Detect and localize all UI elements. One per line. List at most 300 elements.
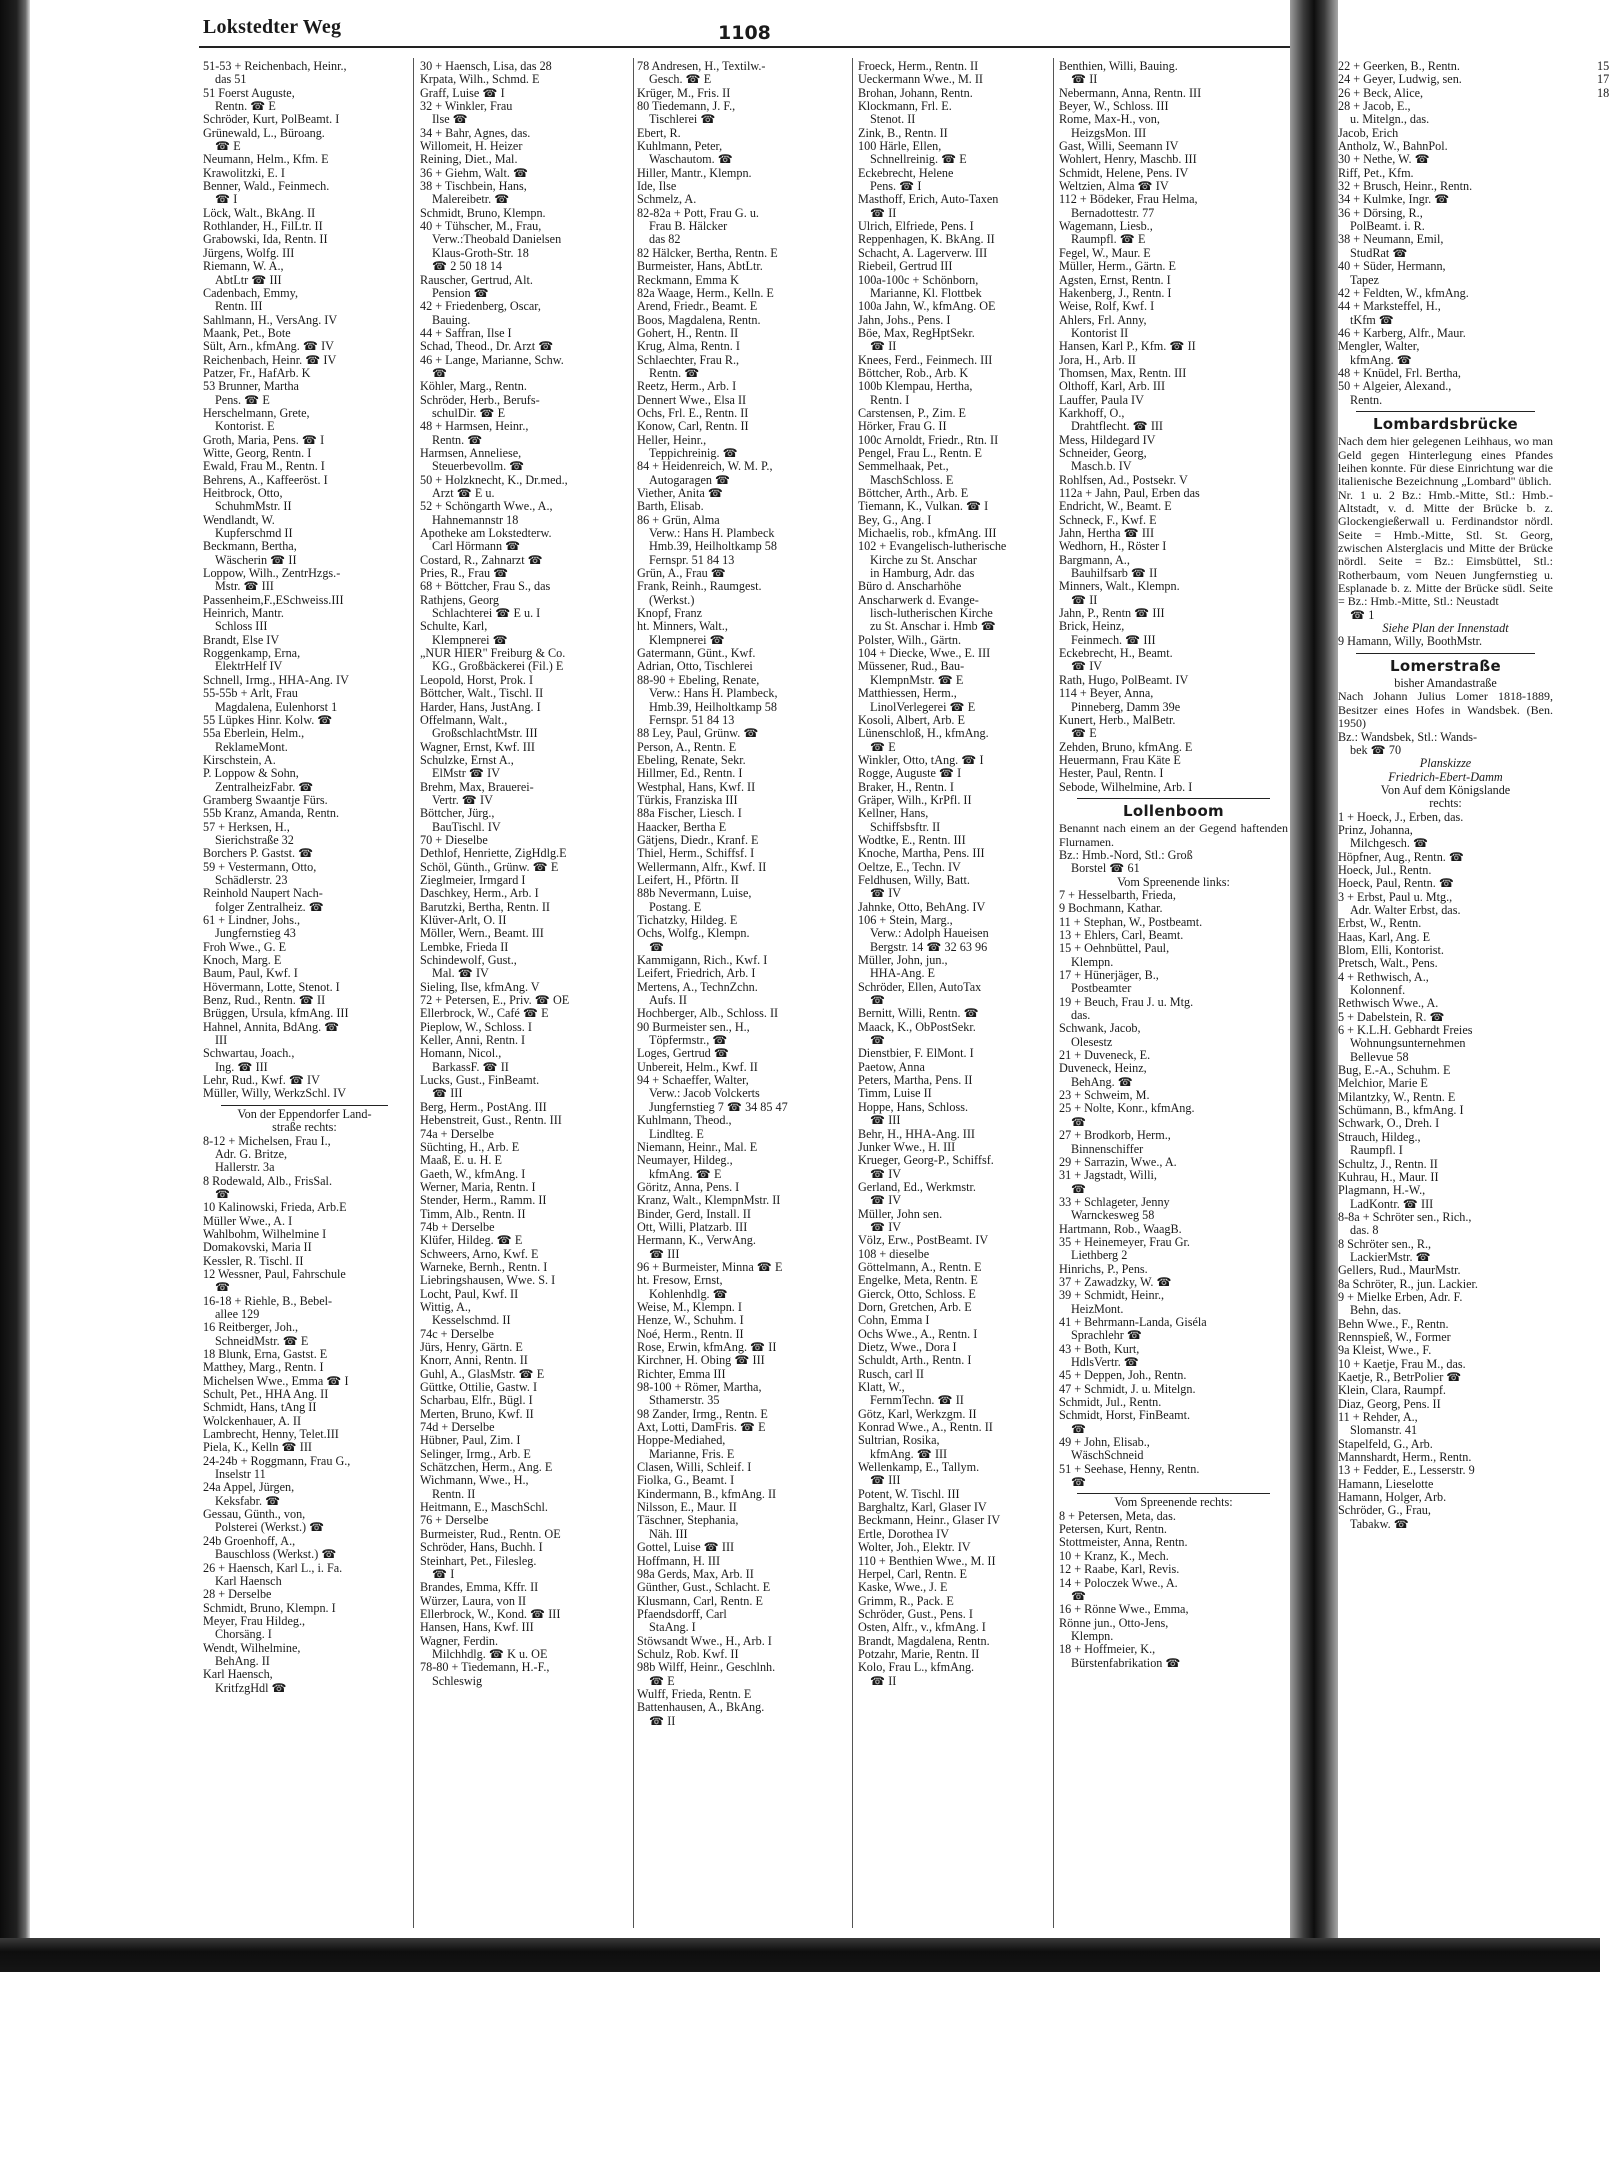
directory-entry: Harder, Hans, JustAng. I xyxy=(420,699,541,714)
directory-entry-continuation: Bernadottestr. 77 xyxy=(1071,205,1155,220)
directory-entry: Ochs, Wolfg., Klempn. xyxy=(637,926,750,941)
directory-entry-continuation: HdlsVertr. ☎ xyxy=(1071,1355,1139,1369)
directory-entry: Sült, Arn., kfmAng. ☎ IV xyxy=(203,339,334,354)
directory-entry: 24a Appel, Jürgen, xyxy=(203,1480,295,1495)
directory-entry: 86 + Grün, Alma xyxy=(637,512,720,527)
directory-entry: Carstensen, P., Zim. E xyxy=(858,405,966,420)
directory-entry: Petersen, Kurt, Rentn. xyxy=(1059,1522,1167,1537)
directory-entry: Schmidt, Hans, tAng II xyxy=(203,1400,317,1415)
directory-entry-continuation: Klempnerei ☎ xyxy=(649,632,725,647)
directory-entry: Knees, Ferd., Feinmech. III xyxy=(858,352,993,367)
directory-entry: Schad, Theod., Dr. Arzt ☎ xyxy=(420,339,554,354)
directory-entry-continuation: Tabakw. ☎ xyxy=(1350,1516,1409,1531)
directory-entry-continuation: Pension ☎ xyxy=(432,285,489,300)
directory-entry: Böttcher, Arth., Arb. E xyxy=(858,486,969,500)
directory-entry: Schulte, Karl, xyxy=(420,619,488,634)
directory-entry: Haacker, Bertha E xyxy=(637,819,727,834)
directory-entry: Jahn, P., Rentn ☎ III xyxy=(1059,606,1165,621)
directory-entry: Ueckermann Wwe., M. II xyxy=(858,72,983,87)
directory-entry: 8-12 + Michelsen, Frau I., xyxy=(203,1133,331,1148)
directory-entry: Knorr, Anni, Rentn. II xyxy=(420,1353,528,1368)
directory-entry-continuation: Adr. Walter Erbst, das. xyxy=(1350,902,1461,917)
directory-entry-continuation: Borstel ☎ 61 xyxy=(1071,861,1140,876)
street-description: Nr. 1 u. 2 Bz.: Hmb.-Mitte, Stl.: Hmb.-Altstadt, v. d. Mitte der Brücke b. z. Glockengießerwall u. Ferdinandstor nördl. Seite = Hmb.-Mitte, Stl. St. Georg, zwischen Alsterglacis und Mitte der Brücke nördl. Seite = Bz.: Eimsbüttel, Stl.: Rotherbaum, vom Neuen Jungfernstieg u. Esplanade b. z. Mitte der Brücke südl. Seite = Bz.: Hmb.-Mitte, Stl.: Neustadt xyxy=(1338,487,1553,609)
directory-entry: 25 + Nolte, Konr., kfmAng. xyxy=(1059,1101,1195,1116)
directory-entry: Witte, Georg, Rentn. I xyxy=(203,445,312,460)
directory-entry-continuation: Bauschloss (Werkst.) ☎ xyxy=(215,1547,337,1562)
directory-entry-continuation: ☎ E xyxy=(649,1673,675,1688)
directory-entry: Richter, Emma III xyxy=(637,1366,726,1381)
directory-entry: Kosoli, Albert, Arb. E xyxy=(858,712,965,727)
directory-entry: Eckebrecht, H., Beamt. xyxy=(1059,646,1173,661)
directory-entry: Hartmann, Rob., WaagB. xyxy=(1059,1221,1182,1236)
directory-entry: Hansen, Karl P., Kfm. ☎ II xyxy=(1059,339,1196,354)
directory-entry: 100c Arnoldt, Friedr., Rtn. II xyxy=(858,432,999,447)
directory-entry-continuation: kfmAng. ☎ III xyxy=(870,1446,948,1461)
directory-entry: 100 Härle, Ellen, xyxy=(858,139,942,154)
directory-entry-continuation: Tapez xyxy=(1350,272,1379,287)
header-rule xyxy=(199,46,1290,48)
directory-entry: Merten, Bruno, Kwf. II xyxy=(420,1406,534,1421)
street-heading: Lomerstraße xyxy=(1390,656,1501,675)
directory-entry-continuation: (Werkst.) xyxy=(649,592,695,607)
directory-entry-continuation: ElektrHelf IV xyxy=(215,659,283,674)
directory-entry: Neumann, Helm., Kfm. E xyxy=(203,152,329,167)
street-description: Benannt nach einem an der Gegend haftenden Flurnamen. xyxy=(1059,821,1288,849)
directory-entry-continuation: Aufs. II xyxy=(649,993,687,1008)
directory-entry: Schneck, F., Kwf. E xyxy=(1059,512,1157,527)
column-divider xyxy=(633,58,634,1928)
directory-entry: 31 + Jagstadt, Willi, xyxy=(1059,1168,1157,1183)
directory-entry: Götz, Karl, Werkzgm. II xyxy=(858,1406,977,1421)
directory-entry: Brohan, Johann, Rentn. xyxy=(858,85,973,100)
directory-entry-continuation: Feinmech. ☎ III xyxy=(1071,632,1156,647)
directory-entry: 28 + Derselbe xyxy=(203,1587,272,1602)
directory-entry: Müller Wwe., A. I xyxy=(203,1213,293,1228)
directory-entry: Karkhoff, O., xyxy=(1059,405,1125,420)
directory-entry: 98a Gerds, Max, Arb. II xyxy=(637,1566,754,1581)
italic-note: Friedrich-Ebert-Damm xyxy=(1388,769,1503,784)
directory-entry-continuation: ☎ xyxy=(870,1033,886,1048)
directory-entry: 6 + K.L.H. Gebhardt Freies xyxy=(1338,1023,1473,1038)
directory-entry: Guhl, A., GlasMstr. ☎ E xyxy=(420,1366,545,1381)
directory-entry-continuation: ☎ II xyxy=(870,1673,897,1688)
directory-entry: Riemann, W. A., xyxy=(203,259,284,274)
directory-entry: Burmeister, Rud., Rentn. OE xyxy=(420,1526,561,1541)
directory-entry-continuation: SchneidMstr. ☎ E xyxy=(215,1333,309,1348)
directory-entry: Schmidt, Helene, Pens. IV xyxy=(1059,165,1189,180)
directory-entry: P. Loppow & Sohn, xyxy=(203,766,299,781)
column-4 xyxy=(858,60,1058,1940)
directory-entry: Schindewolf, Gust., xyxy=(420,953,517,968)
directory-entry: Schmidt, Bruno, Klempn. I xyxy=(203,1600,336,1615)
directory-entry: Reining, Diet., Mal. xyxy=(420,152,518,167)
directory-entry: Riff, Pet., Kfm. xyxy=(1338,165,1414,180)
directory-entry: Grünewald, L., Büroang. xyxy=(203,125,325,140)
directory-entry: Olthoff, Karl, Arb. III xyxy=(1059,379,1166,394)
directory-entry: 112 + Bödeker, Frau Helma, xyxy=(1059,192,1198,207)
directory-entry-continuation: Hmb.39, Heilholtkamp 58 xyxy=(649,539,777,554)
directory-entry-continuation: ☎ II xyxy=(1071,592,1098,607)
directory-entry: Engelke, Meta, Rentn. E xyxy=(858,1273,978,1288)
directory-entry: Hakenberg, J., Rentn. I xyxy=(1059,285,1172,300)
directory-entry: Bey, G., Ang. I xyxy=(858,512,932,527)
directory-entry: Oeltze, E., Techn. IV xyxy=(858,859,961,874)
directory-entry: Wendlandt, W. xyxy=(203,512,275,527)
directory-entry-continuation: LackierMstr. ☎ xyxy=(1350,1249,1431,1264)
directory-entry-continuation: Mstr. ☎ III xyxy=(215,579,274,594)
directory-entry: Heuermann, Frau Käte E xyxy=(1059,752,1181,767)
directory-entry: Anscharwerk d. Evange- xyxy=(858,592,979,607)
directory-entry: 36 + Dörsing, R., xyxy=(1338,205,1423,220)
directory-entry: Harmsen, Anneliese, xyxy=(420,445,522,460)
directory-entry-continuation: KlempnMstr. ☎ E xyxy=(870,672,964,687)
directory-entry: 88b Nevermann, Luise, xyxy=(637,886,752,901)
directory-entry: 74c + Derselbe xyxy=(420,1326,494,1341)
directory-entry: Axt, Lotti, DamFris. ☎ E xyxy=(637,1420,766,1435)
directory-entry: Domakovski, Maria II xyxy=(203,1240,312,1255)
directory-entry-continuation: ☎ IV xyxy=(870,1219,902,1234)
directory-entry: 100b Klempau, Hertha, xyxy=(858,379,973,394)
directory-entry: 24-24b + Roggmann, Frau G., xyxy=(203,1453,351,1468)
directory-entry: 8 + Petersen, Meta, das. xyxy=(1059,1508,1176,1523)
directory-entry: Müller, Herm., Gärtn. E xyxy=(1059,259,1176,274)
directory-entry: 46 + Karberg, Alfr., Maur. xyxy=(1338,325,1466,340)
directory-entry: Matthiessen, Herm., xyxy=(858,686,957,701)
directory-entry: Brick, Heinz, xyxy=(1059,619,1125,634)
directory-entry: 1 + Hoeck, J., Erben, das. xyxy=(1338,809,1464,824)
directory-entry: Cohn, Emma I xyxy=(858,1313,930,1328)
directory-entry-continuation: Tischlerei ☎ xyxy=(649,112,716,127)
directory-entry: Tichatzky, Hildeg. E xyxy=(637,913,738,927)
directory-entry: 26 + Beck, Alice, xyxy=(1338,85,1424,100)
directory-entry: Patzer, Fr., HafArb. K xyxy=(203,365,311,380)
directory-entry: Maank, Pet., Bote xyxy=(203,325,291,340)
directory-entry-continuation: kfmAng. ☎ xyxy=(1350,352,1412,367)
directory-entry: Schlaechter, Frau R., xyxy=(637,352,740,367)
directory-entry: Göritz, Anna, Pens. I xyxy=(637,1179,740,1194)
directory-entry-continuation: ☎ I xyxy=(215,192,238,207)
directory-entry: Jürgens, Wolfg. III xyxy=(203,245,295,260)
directory-entry: Ewald, Frau M., Rentn. I xyxy=(203,459,325,474)
directory-entry: Gessau, Günth., von, xyxy=(203,1507,306,1522)
directory-entry: Pfaendsdorff, Carl xyxy=(637,1606,727,1621)
directory-entry: Ertle, Dorothea IV xyxy=(858,1526,950,1541)
directory-entry: Timm, Luise II xyxy=(858,1086,932,1101)
directory-entry-continuation: ☎ xyxy=(1071,1588,1087,1603)
directory-entry: Heinrich, Mantr. xyxy=(203,606,284,621)
directory-entry-continuation: Jungfernstieg 43 xyxy=(215,926,296,941)
directory-entry: 49 + John, Elisab., xyxy=(1059,1435,1150,1450)
directory-entry-continuation: Sierichstraße 32 xyxy=(215,832,294,847)
directory-entry-continuation: Bauhilfsarb ☎ II xyxy=(1071,566,1158,581)
directory-entry: 40 + Süder, Hermann, xyxy=(1338,259,1446,274)
directory-entry: Blom, Elli, Kontorist. xyxy=(1338,943,1444,957)
directory-entry: Köhler, Marg., Rentn. xyxy=(420,379,527,394)
directory-entry: Paetow, Anna xyxy=(858,1059,925,1074)
directory-entry-continuation: Rentn. ☎ xyxy=(649,365,700,380)
directory-entry-continuation: Ilse ☎ xyxy=(432,112,468,127)
directory-entry: Hochberger, Alb., Schloss. II xyxy=(637,1006,779,1021)
directory-entry-continuation: bek ☎ 70 xyxy=(1350,742,1402,757)
directory-entry-continuation: Raumpfl. ☎ E xyxy=(1071,232,1146,247)
directory-entry-continuation: Kontorist II xyxy=(1071,325,1129,340)
directory-entry: Hester, Paul, Rentn. I xyxy=(1059,766,1164,781)
directory-entry: Klein, Clara, Raumpf. xyxy=(1338,1383,1446,1398)
directory-entry-continuation: lisch-lutherischen Kirche xyxy=(870,606,993,621)
directory-entry-continuation: Hmb.39, Heilholtkamp 58 xyxy=(649,699,777,714)
directory-entry: Polster, Wilh., Gärtn. xyxy=(858,632,962,647)
directory-entry: Kindermann, B., kfmAng. II xyxy=(637,1486,777,1501)
directory-entry: Brüggen, Ursula, kfmAng. III xyxy=(203,1006,349,1021)
directory-entry: Günther, Gust., Schlacht. E xyxy=(637,1580,771,1595)
directory-entry: Eckebrecht, Helene xyxy=(858,165,954,180)
directory-entry: 23 + Schweim, M. xyxy=(1059,1088,1150,1103)
directory-entry: 96 + Burmeister, Minna ☎ E xyxy=(637,1259,783,1274)
directory-entry: Behr, H., HHA-Ang. III xyxy=(858,1126,975,1141)
directory-entry-continuation: ReklameMont. xyxy=(215,739,288,754)
directory-entry: Kirchner, H. Obing ☎ III xyxy=(637,1353,765,1368)
directory-entry: Nebermann, Anna, Rentn. III xyxy=(1059,85,1202,100)
directory-entry: Hübner, Paul, Zim. I xyxy=(420,1433,521,1448)
directory-entry: Gräper, Wilh., KrPfl. II xyxy=(858,792,972,807)
directory-entry: Schöl, Günth., Grünw. ☎ E xyxy=(420,859,559,874)
directory-entry: Schmidt, Horst, FinBeamt. xyxy=(1059,1408,1191,1423)
directory-entry: Adrian, Otto, Tischlerei xyxy=(637,659,753,674)
directory-entry-continuation: u. Mitelgn., das. xyxy=(1350,112,1430,127)
directory-entry: Dethlof, Henriette, ZigHdlg.E xyxy=(420,846,567,861)
directory-entry: Offelmann, Walt., xyxy=(420,712,508,727)
directory-entry: 110 + Benthien Wwe., M. II xyxy=(858,1553,996,1568)
directory-entry: Klüver-Arlt, O. II xyxy=(420,913,507,927)
directory-entry: Michaelis, rob., kfmAng. III xyxy=(858,526,997,541)
directory-entry: Beckmann, Heinr., Glaser IV xyxy=(858,1513,1001,1528)
directory-entry: Grimm, R., Pack. E xyxy=(858,1593,954,1608)
directory-entry: 78-80 + Tiedemann, H.-F., xyxy=(420,1660,550,1675)
directory-entry: Müller, John, jun., xyxy=(858,953,948,968)
directory-entry: Schacht, A. Lagerverw. III xyxy=(858,245,988,260)
directory-entry: Leopold, Horst, Prok. I xyxy=(420,672,534,687)
directory-entry: 98 Zander, Irmg., Rentn. E xyxy=(637,1406,768,1421)
directory-entry: 29 + Sarrazin, Wwe., A. xyxy=(1059,1154,1177,1169)
directory-entry: Karl Haensch, xyxy=(203,1667,273,1682)
directory-entry: Rohlfsen, Ad., Postsekr. V xyxy=(1059,472,1188,487)
directory-entry: Thomsen, Max, Rentn. III xyxy=(1059,365,1187,380)
directory-entry: Liebringshausen, Wwe. S. I xyxy=(420,1273,556,1288)
directory-entry: 16-18 + Riehle, B., Bebel- xyxy=(203,1293,333,1308)
directory-entry: Lehr, Rud., Kwf. ☎ IV xyxy=(203,1073,320,1088)
directory-entry-continuation: ☎ IV xyxy=(870,886,902,901)
directory-entry: Herschelmann, Grete, xyxy=(203,405,310,420)
directory-entry: 114 + Beyer, Anna, xyxy=(1059,686,1154,701)
directory-entry: 84 + Heidenreich, W. M. P., xyxy=(637,459,773,474)
directory-entry-continuation: Fernspr. 51 84 13 xyxy=(649,552,735,567)
direction-subheading: bisher Amandastraße xyxy=(1394,676,1497,691)
directory-entry: Hinrichs, P., Pens. xyxy=(1059,1261,1148,1276)
directory-entry: Wagner, Ferdin. xyxy=(420,1633,499,1648)
directory-entry: Maaß, E. u. H. E xyxy=(420,1153,502,1168)
directory-entry: 38 + Neumann, Emil, xyxy=(1338,232,1444,247)
directory-entry-continuation: Verw.:Theobald Danielsen xyxy=(432,232,562,247)
directory-entry-continuation: Rentn. xyxy=(1350,392,1383,407)
directory-entry: 8a Schröter, R., jun. Lackier. xyxy=(1338,1276,1478,1291)
directory-entry: Stöwsandt Wwe., H., Arb. I xyxy=(637,1633,772,1648)
directory-entry-continuation: Teppichreinig. ☎ xyxy=(649,445,738,460)
directory-entry: Schröder, Gust., Pens. I xyxy=(858,1606,973,1621)
directory-entry: Gramberg Swaantje Fürs. xyxy=(203,792,328,807)
directory-entry: Rauscher, Gertrud, Alt. xyxy=(420,272,533,287)
directory-entry: 55 Lüpkes Hinr. Kolw. ☎ xyxy=(203,712,333,727)
directory-entry: 100a Jahn, W., kfmAng. OE xyxy=(858,299,996,314)
directory-entry: Herpel, Carl, Rentn. E xyxy=(858,1566,967,1581)
directory-entry: 53 Brunner, Martha xyxy=(203,379,299,394)
directory-entry: Ott, Willi, Platzarb. III xyxy=(637,1219,748,1234)
directory-entry-continuation: Schlachterei ☎ E u. I xyxy=(432,606,541,621)
directory-entry: Wolter, Joh., Elektr. IV xyxy=(858,1540,971,1555)
column-7-cut-off xyxy=(1597,59,1609,1940)
scan-bottom-edge xyxy=(0,1938,1600,1972)
directory-entry: 8-8a + Schröter sen., Rich., xyxy=(1338,1209,1472,1224)
directory-entry: Michelsen Wwe., Emma ☎ I xyxy=(203,1373,349,1388)
directory-entry: Bz.: Hmb.-Nord, Stl.: Groß xyxy=(1059,847,1193,862)
directory-entry: 98b Wilff, Heinr., Geschlnh. xyxy=(637,1660,776,1675)
directory-entry: Kellner, Hans, xyxy=(858,806,929,821)
column-divider xyxy=(413,58,414,1928)
directory-entry: Reichenbach, Heinr. ☎ IV xyxy=(203,352,337,367)
directory-entry: Daschkey, Herm., Arb. I xyxy=(420,886,539,901)
directory-entry: 22 + Geerken, B., Rentn. xyxy=(1338,59,1460,73)
directory-entry-continuation: das 51 xyxy=(215,72,247,87)
directory-entry-continuation: Frau B. Hälcker xyxy=(649,219,728,234)
directory-entry: Barghaltz, Karl, Glaser IV xyxy=(858,1500,987,1515)
directory-entry: Willomeit, H. Heizer xyxy=(420,139,523,154)
directory-entry: Scharbau, Elfr., Bügl. I xyxy=(420,1393,533,1408)
directory-entry-continuation: Lindlteg. E xyxy=(649,1126,704,1141)
directory-entry: Büro d. Anscharhöhe xyxy=(858,579,962,594)
directory-entry-continuation: allee 129 xyxy=(215,1306,260,1321)
directory-entry: Weise, Rolf, Kwf. I xyxy=(1059,299,1155,314)
directory-entry-continuation: ☎ IV xyxy=(870,1166,902,1181)
directory-entry: Grün, A., Frau ☎ xyxy=(637,566,726,581)
street-heading: Lollenboom xyxy=(1123,801,1224,820)
directory-entry: Kessler, R. Tischl. II xyxy=(203,1253,304,1268)
directory-entry: Passenheim,F.,ESchweiss.III xyxy=(203,592,344,607)
directory-entry-continuation: Jungfernstieg 7 ☎ 34 85 47 xyxy=(649,1099,788,1114)
directory-entry: 35 + Heinemeyer, Frau Gr. xyxy=(1059,1234,1190,1249)
directory-entry-continuation: ☎ E xyxy=(870,739,896,754)
directory-entry: Hebenstreit, Gust., Rentn. III xyxy=(420,1113,562,1128)
directory-entry: 51 + Seehase, Henny, Rentn. xyxy=(1059,1461,1200,1476)
directory-entry: 18 + Hoffmeier, K., xyxy=(1059,1642,1156,1657)
directory-entry: Hoffmann, H. III xyxy=(637,1553,721,1568)
directory-entry: Schmelz, A. xyxy=(637,192,697,207)
directory-entry-continuation: Kesselschmd. II xyxy=(432,1313,511,1328)
directory-entry: 38 + Tischbein, Hans, xyxy=(420,179,527,194)
directory-entry: Groth, Maria, Pens. ☎ I xyxy=(203,432,325,447)
directory-entry: Endricht, W., Beamt. E xyxy=(1059,499,1172,514)
direction-subheading: straße rechts: xyxy=(272,1120,337,1135)
directory-entry: Minners, Walt., Klempn. xyxy=(1059,579,1180,594)
directory-entry: Brehm, Max, Brauerei- xyxy=(420,779,534,794)
directory-entry-continuation: Verw.: Hans H. Plambeck, xyxy=(649,686,778,701)
directory-entry: Mengler, Walter, xyxy=(1338,339,1420,354)
directory-entry: Hahnel, Annita, BdAng. ☎ xyxy=(203,1019,340,1034)
directory-entry-continuation: WäschSchneid xyxy=(1071,1448,1144,1463)
directory-entry: 24 + Geyer, Ludwig, sen. xyxy=(1338,72,1462,87)
directory-entry-continuation: Rentn. ☎ E xyxy=(215,99,276,114)
directory-entry: Krüger, M., Fris. II xyxy=(637,85,731,100)
directory-entry: Hiller, Mantr., Klempn. xyxy=(637,165,752,180)
directory-entry: Lambrecht, Henny, Telet.III xyxy=(203,1427,339,1442)
directory-entry: Ide, Ilse xyxy=(637,179,677,194)
directory-entry: 9a Kleist, Wwe., F. xyxy=(1338,1343,1432,1358)
directory-entry: Pries, R., Frau ☎ xyxy=(420,566,509,581)
directory-entry: 15 + Oehnbüttel, Paul, xyxy=(1059,941,1170,956)
directory-entry: Fegel, W., Maur. E xyxy=(1059,245,1151,260)
directory-entry: Unbereit, Helm., Kwf. II xyxy=(637,1059,758,1074)
directory-entry: Kuhrau, H., Maur. II xyxy=(1338,1169,1439,1184)
directory-entry: Mannshardt, Herm., Rentn. xyxy=(1338,1450,1472,1465)
directory-entry: 9 Bochmann, Kathar. xyxy=(1059,901,1163,916)
directory-entry: Plagmann, H.-W., xyxy=(1338,1183,1426,1198)
directory-entry: Froh Wwe., G. E xyxy=(203,939,287,954)
directory-entry: 13 + Fedder, E., Lesserstr. 9 xyxy=(1338,1463,1475,1478)
directory-entry-continuation: Klempn. xyxy=(1071,954,1114,969)
directory-entry: 51-53 + Reichenbach, Heinr., xyxy=(203,59,347,73)
directory-entry: Kranz, Walt., KlempnMstr. II xyxy=(637,1193,781,1208)
directory-entry: 88a Fischer, Liesch. I xyxy=(637,806,742,821)
directory-entry-continuation: Kupferschmd II xyxy=(215,526,293,541)
directory-entry: Krpata, Wilh., Schmd. E xyxy=(420,72,540,87)
directory-entry-continuation: das. xyxy=(1071,1008,1091,1023)
directory-entry-continuation: Kontorist. E xyxy=(215,419,275,434)
directory-entry: Strauch, Hildeg., xyxy=(1338,1129,1421,1144)
street-heading: Lombardsbrücke xyxy=(1372,414,1519,433)
directory-entry-continuation: Kirche zu St. Anschar xyxy=(870,552,977,567)
directory-entry: 68 + Böttcher, Frau S., das xyxy=(420,579,551,594)
directory-entry: Gast, Willi, Seemann IV xyxy=(1059,139,1179,154)
directory-entry: 70 + Dieselbe xyxy=(420,832,488,847)
directory-entry-continuation: in Hamburg, Adr. das xyxy=(870,566,975,581)
directory-entry: Pengel, Frau L., Rentn. E xyxy=(858,445,982,460)
directory-entry-continuation: Verw.: Adolph Haueisen xyxy=(870,926,989,941)
directory-entry-continuation: ☎ III xyxy=(870,1113,901,1128)
directory-entry-continuation: Bauing. xyxy=(432,312,471,327)
directory-entry: 8 Rodewald, Alb., FrisSal. xyxy=(203,1173,332,1188)
directory-entry: Müller, John sen. xyxy=(858,1206,943,1221)
directory-entry: Schwark, O., Dreh. I xyxy=(1338,1116,1440,1131)
directory-entry-continuation: Warnckesweg 58 xyxy=(1071,1208,1155,1223)
directory-entry: Berg, Herm., PostAng. III xyxy=(420,1099,547,1114)
directory-entry: Hillmer, Ed., Rentn. I xyxy=(637,766,743,781)
directory-entry: Feldhusen, Willy, Batt. xyxy=(858,872,970,887)
column-2 xyxy=(420,60,633,1940)
directory-entry-continuation: Schloss III xyxy=(215,619,268,634)
directory-entry-continuation: zu St. Anschar i. Hmb ☎ xyxy=(870,619,996,634)
directory-entry-continuation: Sprachlehr ☎ xyxy=(1071,1328,1143,1343)
directory-entry: 74b + Derselbe xyxy=(420,1219,495,1234)
directory-entry: Barutzki, Bertha, Rentn. II xyxy=(420,899,550,914)
directory-entry: Bug, E.-A., Schuhm. E xyxy=(1338,1063,1451,1078)
directory-entry-continuation: Sthamerstr. 35 xyxy=(649,1393,720,1408)
directory-entry-continuation: Töpfermstr., ☎ xyxy=(649,1033,728,1048)
directory-entry: 8 Schröter sen., R., xyxy=(1338,1236,1432,1251)
directory-entry: Timm, Alb., Rentn. II xyxy=(420,1206,526,1221)
directory-entry: 16 + Rönne Wwe., Emma, xyxy=(1059,1602,1189,1617)
directory-entry: Osten, Alfr., v., kfmAng. I xyxy=(858,1620,986,1635)
directory-entry: 55b Kranz, Amanda, Rentn. xyxy=(203,806,340,821)
directory-entry: 50 + Holzknecht, K., Dr.med., xyxy=(420,472,568,487)
